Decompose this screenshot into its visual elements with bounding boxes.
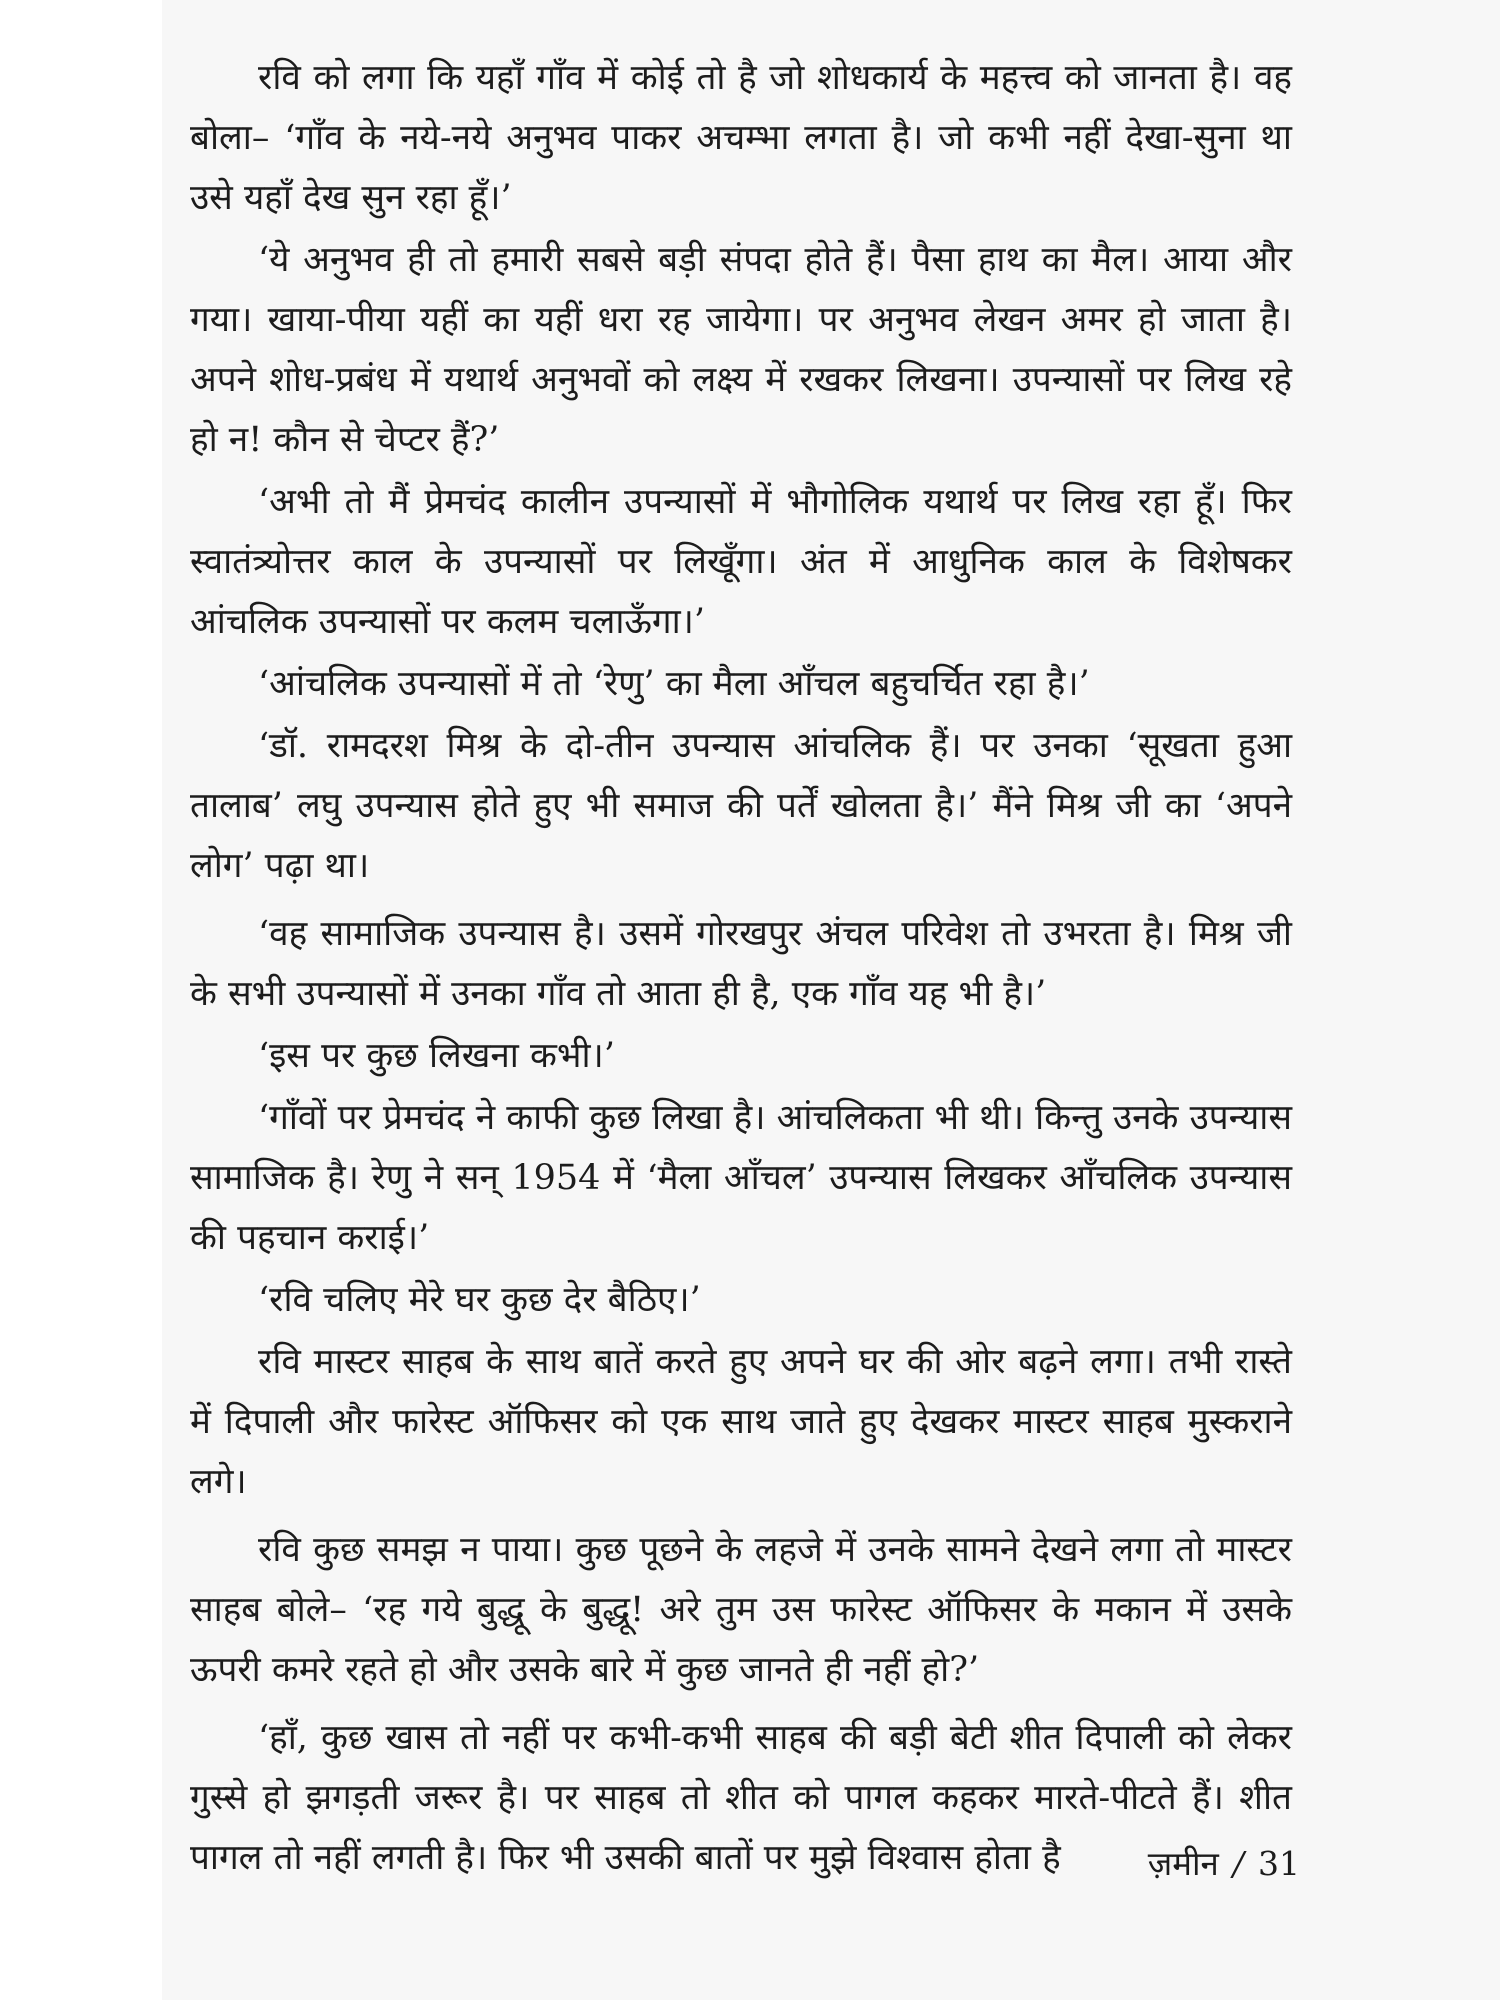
- paragraph: रवि कुछ समझ न पाया। कुछ पूछने के लहजे में उनके सामने देखने लगा तो मास्टर साहब बोले– ‘रह गये बुद्धू के बुद्धू! अरे तुम उस फारेस्ट ऑफिसर के मकान में उसके ऊपरी कमरे रहते हो और उसके बारे में कुछ जानते ही नहीं हो?’: [190, 1530, 1292, 1690]
- paragraph: ‘अभी तो मैं प्रेमचंद कालीन उपन्यासों में भौगोलिक यथार्थ पर लिख रहा हूँ। फिर स्वातंत्र्योत्तर काल के उपन्यासों पर लिखूँगा। अंत में आधुनिक काल के विशेषकर आंचलिक उपन्यासों पर कलम चलाऊँगा।’: [190, 482, 1292, 642]
- paragraph: ‘डॉ. रामदरश मिश्र के दो-तीन उपन्यास आंचलिक हैं। पर उनका ‘सूखता हुआ तालाब’ लघु उपन्यास होते हुए भी समाज की पर्तें खोलता है।’ मैंने मिश्र जी का ‘अपने लोग’ पढ़ा था।: [190, 726, 1292, 886]
- paragraph: ‘रवि चलिए मेरे घर कुछ देर बैठिए।’: [258, 1280, 701, 1320]
- paragraph: ‘हाँ, कुछ खास तो नहीं पर कभी-कभी साहब की बड़ी बेटी शीत दिपाली को लेकर गुस्से हो झगड़ती जरूर है। पर साहब तो शीत को पागल कहकर मारते-पीटते हैं। शीत पागल तो नहीं लगती है। फिर भी उसकी बातों पर मुझे विश्वास होता है: [190, 1718, 1292, 1878]
- page-margin-left: [0, 0, 162, 2000]
- paragraph: रवि को लगा कि यहाँ गाँव में कोई तो है जो शोधकार्य के महत्त्व को जानता है। वह बोला– ‘गाँव के नये-नये अनुभव पाकर अचम्भा लगता है। जो कभी नहीं देखा-सुना था उसे यहाँ देख सुन रहा हूँ।’: [190, 58, 1292, 218]
- page-number: 31: [1258, 1844, 1300, 1883]
- paragraph: ‘आंचलिक उपन्यासों में तो ‘रेणु’ का मैला आँचल बहुचर्चित रहा है।’: [258, 664, 1090, 704]
- paragraph: ‘इस पर कुछ लिखना कभी।’: [258, 1036, 615, 1076]
- body-text: [190, 48, 1292, 1890]
- book-title: ज़मीन: [1147, 1844, 1219, 1883]
- page-footer: [1148, 1840, 1300, 1885]
- paragraph: रवि मास्टर साहब के साथ बातें करते हुए अपने घर की ओर बढ़ने लगा। तभी रास्ते में दिपाली और फारेस्ट ऑफिसर को एक साथ जाते हुए देखकर मास्टर साहब मुस्कराने लगे।: [190, 1342, 1292, 1502]
- paragraph: ‘वह सामाजिक उपन्यास है। उसमें गोरखपुर अंचल परिवेश तो उभरता है। मिश्र जी के सभी उपन्यासों में उनका गाँव तो आता ही है, एक गाँव यह भी है।’: [190, 914, 1292, 1014]
- paragraph: ‘गाँवों पर प्रेमचंद ने काफी कुछ लिखा है। आंचलिकता भी थी। किन्तु उनके उपन्यास सामाजिक है। रेणु ने सन् 1954 में ‘मैला आँचल’ उपन्यास लिखकर आँचलिक उपन्यास की पहचान कराई।’: [190, 1098, 1292, 1258]
- paragraph: ‘ये अनुभव ही तो हमारी सबसे बड़ी संपदा होते हैं। पैसा हाथ का मैल। आया और गया। खाया-पीया यहीं का यहीं धरा रह जायेगा। पर अनुभव लेखन अमर हो जाता है। अपने शोध-प्रबंध में यथार्थ अनुभवों को लक्ष्य में रखकर लिखना। उपन्यासों पर लिख रहे हो न! कौन से चेप्टर हैं?’: [190, 240, 1292, 460]
- footer-separator: /: [1232, 1844, 1244, 1883]
